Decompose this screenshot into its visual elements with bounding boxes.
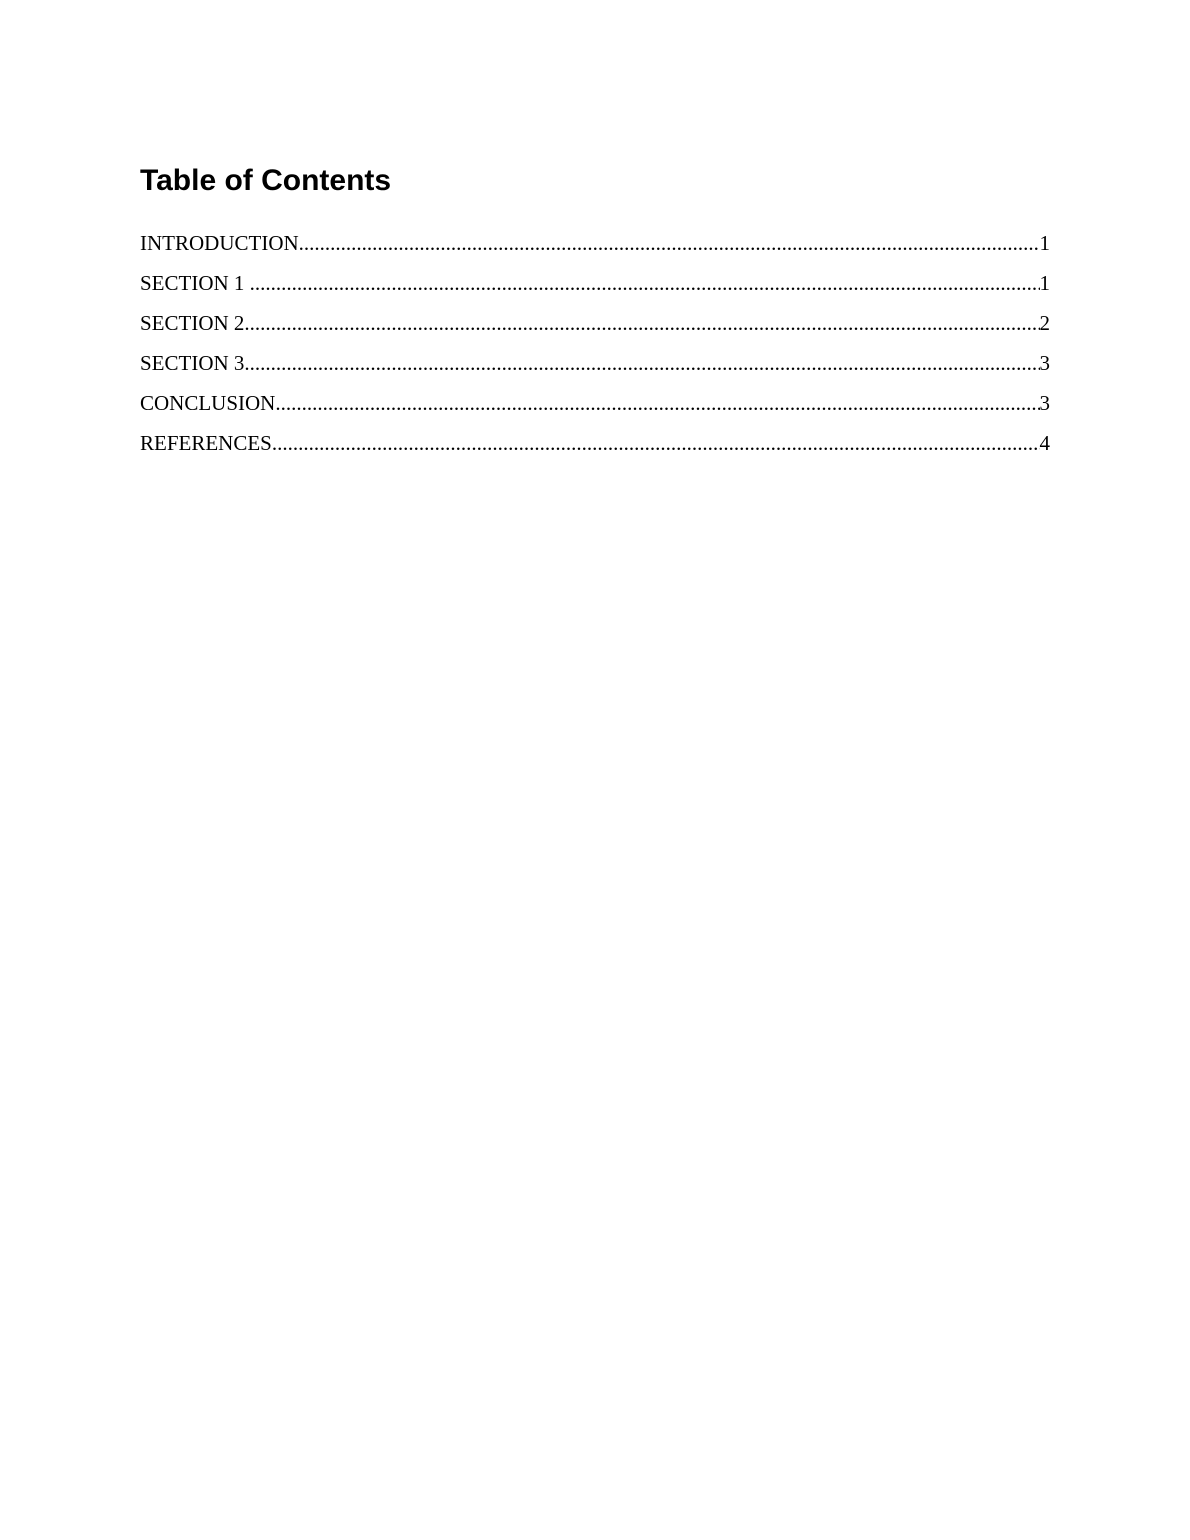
toc-entry-section-1[interactable] [140, 269, 1050, 309]
toc-entry-section-3[interactable] [140, 349, 1050, 389]
toc-entry-title: SECTION 2 [140, 311, 245, 335]
toc-entry-title: INTRODUCTION [140, 231, 299, 255]
toc-entry-section-2[interactable] [140, 309, 1050, 349]
toc-page-number: 3 [1039, 391, 1050, 415]
toc-entry-conclusion[interactable] [140, 389, 1050, 429]
toc-page-number: 3 [1039, 351, 1050, 375]
toc-dot-leader [244, 309, 1039, 337]
toc-dot-leader [275, 389, 1039, 417]
toc-entry-introduction[interactable] [140, 229, 1050, 269]
toc-entry-title: CONCLUSION [140, 391, 276, 415]
toc-list [140, 229, 1050, 469]
toc-page-number: 2 [1039, 311, 1050, 335]
toc-entry-title: SECTION 3 [140, 351, 245, 375]
toc-page-number: 1 [1039, 231, 1050, 255]
toc-dot-leader [244, 349, 1039, 377]
toc-entry-title: SECTION 1 [140, 271, 250, 295]
toc-page-number: 1 [1039, 271, 1050, 295]
toc-heading: Table of Contents [140, 164, 392, 197]
toc-dot-leader [272, 429, 1040, 457]
toc-entry-title: REFERENCES [140, 431, 272, 455]
toc-entry-references[interactable] [140, 429, 1050, 469]
toc-dot-leader [299, 229, 1040, 257]
toc-page-number: 4 [1039, 431, 1050, 455]
toc-dot-leader [250, 269, 1040, 297]
